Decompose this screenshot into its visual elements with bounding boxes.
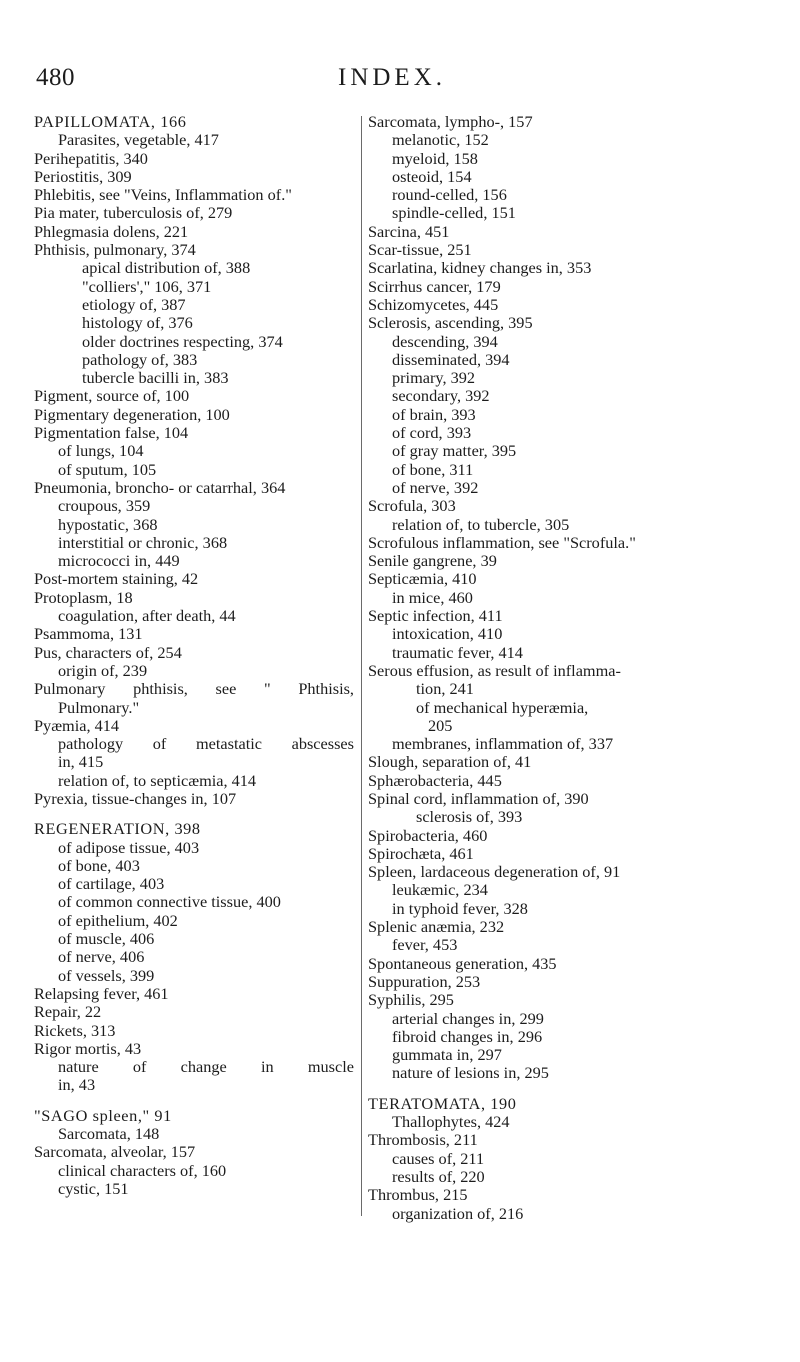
index-entry: Spontaneous generation, 435: [368, 953, 557, 973]
index-entry: Septic infection, 411: [368, 606, 503, 626]
index-entry: Syphilis, 295: [368, 990, 454, 1010]
index-entry: leukæmic, 234: [392, 880, 488, 900]
index-entry: apical distribution of, 388: [82, 258, 251, 278]
index-entry: of brain, 393: [392, 404, 476, 424]
index-entry: Sclerosis, ascending, 395: [368, 313, 533, 333]
index-entry: of epithelium, 402: [58, 910, 178, 930]
index-entry: traumatic fever, 414: [392, 642, 523, 662]
index-entry: melanotic, 152: [392, 130, 489, 150]
index-entry: myeloid, 158: [392, 148, 478, 168]
index-entry: Scrofulous inflammation, see "Scrofula.": [368, 532, 636, 552]
index-entry: of gray matter, 395: [392, 441, 517, 461]
index-entry: PAPILLOMATA, 166: [34, 112, 187, 131]
index-entry: Pigment, source of, 100: [34, 386, 190, 406]
page-number: 480: [36, 64, 75, 91]
index-entry: Schizomycetes, 445: [368, 294, 499, 314]
index-entry: Periostitis, 309: [34, 166, 132, 186]
index-entry: croupous, 359: [58, 496, 151, 516]
index-entry: Pneumonia, broncho- or catarrhal, 364: [34, 477, 286, 497]
index-entry: gummata in, 297: [392, 1045, 502, 1065]
index-entry: Suppuration, 253: [368, 971, 481, 991]
index-entry: origin of, 239: [58, 660, 148, 680]
index-entry: Rickets, 313: [34, 1020, 116, 1040]
index-entry: Scarlatina, kidney changes in, 353: [368, 258, 592, 278]
index-entry: Thrombus, 215: [368, 1185, 468, 1205]
index-entry: fibroid changes in, 296: [392, 1026, 543, 1046]
index-entry: Septicæmia, 410: [368, 569, 477, 589]
index-entry: Spirobacteria, 460: [368, 825, 488, 845]
index-entry: Serous effusion, as result of inflamma-: [368, 660, 621, 680]
index-entry: in, 43: [58, 1075, 96, 1095]
index-entry: Pulmonary.": [58, 697, 140, 717]
index-entry: of nerve, 406: [58, 947, 145, 967]
index-entry: TERATOMATA, 190: [368, 1093, 517, 1113]
index-entry: Thrombosis, 211: [368, 1130, 478, 1150]
index-entry: pathology of, 383: [82, 349, 198, 369]
index-entry: Spirochæta, 461: [368, 843, 474, 863]
index-entry: arterial changes in, 299: [392, 1008, 544, 1028]
index-entry: Protoplasm, 18: [34, 587, 133, 607]
index-entry: of common connective tissue, 400: [58, 892, 281, 912]
index-entry: of nerve, 392: [392, 477, 479, 497]
index-entry: Thallophytes, 424: [392, 1112, 510, 1132]
index-entry: of mechanical hyperæmia,: [416, 697, 589, 717]
index-entry: Perihepatitis, 340: [34, 148, 148, 168]
index-entry: disseminated, 394: [392, 349, 510, 369]
index-entry: micrococci in, 449: [58, 551, 180, 571]
index-entry: relation of, to tubercle, 305: [392, 514, 570, 534]
index-entry: of vessels, 399: [58, 965, 155, 985]
index-entry: tion, 241: [416, 679, 474, 699]
index-entry: Post-mortem staining, 42: [34, 569, 199, 589]
index-entry: Sarcomata, alveolar, 157: [34, 1142, 196, 1162]
index-entry: nature of change in muscle: [58, 1057, 354, 1077]
index-entry: Pyæmia, 414: [34, 715, 120, 735]
index-entry: etiology of, 387: [82, 294, 186, 314]
index-entry: in mice, 460: [392, 587, 473, 607]
index-entry: in typhoid fever, 328: [392, 898, 528, 918]
index-entry: Repair, 22: [34, 1002, 102, 1022]
index-column-right: [368, 113, 758, 1223]
index-column-left: [34, 113, 354, 1198]
index-entry: Scar-tissue, 251: [368, 240, 472, 260]
index-entry: Pyrexia, tissue-changes in, 107: [34, 788, 237, 808]
index-entry: "colliers'," 106, 371: [82, 276, 212, 296]
index-entry: Pigmentation false, 104: [34, 423, 189, 443]
index-entry: Pus, characters of, 254: [34, 642, 182, 662]
index-entry: causes of, 211: [392, 1148, 485, 1168]
index-entry: Phlegmasia dolens, 221: [34, 221, 189, 241]
index-entry: results of, 220: [392, 1166, 485, 1186]
index-entry: relation of, to septicæmia, 414: [58, 770, 257, 790]
index-entry: hypostatic, 368: [58, 514, 158, 534]
index-entry: spindle-celled, 151: [392, 203, 516, 223]
index-entry: round-celled, 156: [392, 185, 507, 205]
column-divider: [361, 116, 362, 1216]
index-entry: Parasites, vegetable, 417: [58, 130, 219, 150]
index-entry: Sarcomata, lympho-, 157: [368, 112, 533, 131]
index-entry: sclerosis of, 393: [416, 807, 523, 827]
index-entry: Pia mater, tuberculosis of, 279: [34, 203, 233, 223]
index-entry: Phthisis, pulmonary, 374: [34, 240, 196, 260]
index-entry: clinical characters of, 160: [58, 1160, 227, 1180]
index-entry: in, 415: [58, 752, 104, 772]
index-entry: 205: [428, 715, 453, 735]
index-entry: membranes, inflammation of, 337: [392, 734, 614, 754]
index-entry: "SAGO spleen," 91: [34, 1105, 172, 1125]
index-entry: Pulmonary phthisis, see " Phthisis,: [34, 679, 354, 699]
index-entry: of muscle, 406: [58, 929, 155, 949]
index-entry: fever, 453: [392, 935, 458, 955]
index-entry: Splenic anæmia, 232: [368, 917, 505, 937]
index-entry: of bone, 403: [58, 855, 140, 875]
index-entry: REGENERATION, 398: [34, 819, 201, 839]
index-entry: Psammoma, 131: [34, 624, 143, 644]
index-entry: secondary, 392: [392, 386, 490, 406]
index-entry: Sarcina, 451: [368, 221, 450, 241]
index-entry: Slough, separation of, 41: [368, 752, 532, 772]
index-entry: primary, 392: [392, 368, 476, 388]
index-entry: Scrofula, 303: [368, 496, 456, 516]
index-entry: of cartilage, 403: [58, 874, 165, 894]
index-entry: histology of, 376: [82, 313, 193, 333]
index-entry: of lungs, 104: [58, 441, 144, 461]
index-entry: Senile gangrene, 39: [368, 551, 497, 571]
index-entry: descending, 394: [392, 331, 498, 351]
index-entry: of sputum, 105: [58, 459, 157, 479]
index-entry: cystic, 151: [58, 1178, 129, 1198]
index-entry: Spinal cord, inflammation of, 390: [368, 788, 589, 808]
index-entry: Phlebitis, see "Veins, Inflammation of.": [34, 185, 292, 205]
index-entry: Scirrhus cancer, 179: [368, 276, 501, 296]
index-entry: intoxication, 410: [392, 624, 503, 644]
index-entry: Sarcomata, 148: [58, 1124, 160, 1144]
index-entry: Rigor mortis, 43: [34, 1038, 142, 1058]
index-entry: pathology of metastatic abscesses: [58, 734, 354, 754]
index-entry: coagulation, after death, 44: [58, 606, 236, 626]
index-entry: Spleen, lardaceous degeneration of, 91: [368, 862, 621, 882]
index-entry: nature of lesions in, 295: [392, 1063, 549, 1083]
running-head: INDEX.: [338, 64, 447, 91]
index-entry: older doctrines respecting, 374: [82, 331, 283, 351]
index-entry: organization of, 216: [392, 1203, 524, 1223]
index-entry: interstitial or chronic, 368: [58, 532, 228, 552]
index-entry: tubercle bacilli in, 383: [82, 368, 229, 388]
index-entry: Relapsing fever, 461: [34, 983, 169, 1003]
index-entry: Sphærobacteria, 445: [368, 770, 502, 790]
index-entry: Pigmentary degeneration, 100: [34, 404, 230, 424]
index-entry: of adipose tissue, 403: [58, 837, 200, 857]
index-entry: of bone, 311: [392, 459, 474, 479]
index-entry: osteoid, 154: [392, 166, 472, 186]
index-entry: of cord, 393: [392, 423, 472, 443]
